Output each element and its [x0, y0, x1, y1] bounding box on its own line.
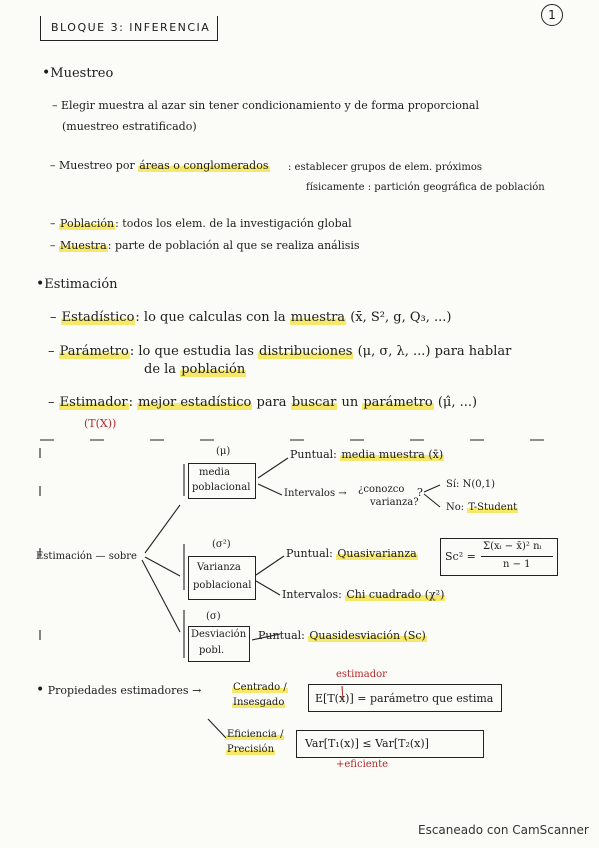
media-no: No: T-Student: [446, 502, 518, 513]
branch-desviacion: [142, 560, 180, 632]
desviacion-symbol: (σ): [206, 611, 221, 622]
centrado-label-2: Insesgado: [233, 697, 285, 708]
varianza-label-2: poblacional: [193, 580, 252, 591]
parametro-definition: – Parámetro: lo que estudia las distribuciones (μ, σ, λ, ...) para hablar: [48, 344, 512, 359]
desviacion-label-2: pobl.: [199, 645, 225, 656]
media-si: Sí: N(0,1): [446, 479, 496, 490]
arrow-eficiencia: [208, 719, 226, 738]
parametro-definition-cont: de la población: [144, 362, 246, 377]
estimador-annotation: estimador: [336, 669, 387, 680]
muestreo-heading: •Muestreo: [42, 65, 114, 81]
estimador-definition: – Estimador: mejor estadístico para buscar un parámetro (μ̂, ...): [48, 395, 478, 410]
page-title: BLOQUE 3: INFERENCIA: [51, 21, 211, 34]
muestreo-item-1-line-1: – Elegir muestra al azar sin tener condicionamiento y de forma proporcional: [52, 99, 479, 112]
centrado-formula: E[T(x)] = parámetro que estima: [315, 692, 494, 705]
eficiencia-formula-box: [296, 730, 484, 758]
page-number: 1: [541, 4, 563, 26]
eficiencia-formula: Var[T₁(x)] ≤ Var[T₂(x)]: [305, 737, 429, 750]
branch-varianza: [145, 557, 180, 576]
branch-var-puntual: [256, 556, 284, 575]
desviacion-label-1: Desviación: [191, 629, 247, 640]
desviacion-puntual: Puntual: Quasidesviación (Sc): [258, 629, 426, 642]
eficiencia-label-2: Precisión: [227, 744, 275, 755]
branch-media: [145, 505, 180, 553]
bullet-icon: •: [36, 682, 45, 698]
estimacion-heading: •Estimación: [36, 276, 118, 292]
varianza-intervalos: Intervalos: Chi cuadrado (χ²): [282, 588, 445, 601]
media-symbol: (μ): [216, 446, 231, 457]
poblacion-definition: – Población: todos los elem. de la investigación global: [50, 217, 352, 230]
branch-media-intervalos: [258, 484, 282, 495]
diagram-root: Estimación — sobre: [36, 551, 137, 562]
branch-si-no: [424, 485, 440, 507]
muestreo-item-2-def-1: : establecer grupos de elem. próximos: [288, 162, 482, 173]
centrado-label-1: Centrado /: [233, 682, 287, 693]
varianza-symbol: (σ²): [212, 539, 231, 550]
muestreo-item-2: – Muestreo por áreas o conglomerados: [50, 159, 269, 172]
centrado-formula-box: [308, 684, 502, 712]
camscanner-watermark: Escaneado con CamScanner: [418, 823, 589, 837]
media-label-1: media: [199, 467, 230, 478]
eficiencia-label-1: Eficiencia /: [227, 729, 284, 740]
quasivarianza-formula: [440, 538, 558, 576]
media-intervalos-q2: varianza?: [370, 497, 419, 508]
varianza-box: [188, 556, 256, 600]
formula-lhs: Sc² =: [445, 550, 476, 563]
media-label-2: poblacional: [192, 482, 251, 493]
media-intervalos-q1: ¿conozco: [358, 484, 405, 495]
formula-fraction-bar: [481, 556, 553, 557]
varianza-label-1: Varianza: [197, 562, 241, 573]
estadistico-definition: – Estadístico: lo que calculas con la muestra (x̄, S², g, Q₃, ...): [50, 310, 452, 325]
bullet-icon: •: [42, 65, 51, 81]
formula-denominator: n − 1: [503, 559, 531, 570]
desviacion-box: [188, 626, 250, 662]
media-puntual: Puntual: media muestra (x̄): [290, 448, 444, 461]
media-intervalos-label: Intervalos →: [284, 488, 347, 499]
bullet-icon: •: [36, 276, 45, 292]
question-mark-icon: ?: [417, 486, 423, 499]
propiedades-heading: • Propiedades estimadores →: [36, 682, 202, 698]
formula-numerator: Σ(xᵢ − x̄)² nᵢ: [483, 541, 542, 552]
varianza-puntual: Puntual: Quasivarianza: [286, 547, 417, 560]
estimador-note: (T(X)): [84, 417, 117, 430]
eficiente-annotation: +eficiente: [336, 759, 389, 770]
branch-var-intervalos: [256, 581, 280, 595]
muestra-definition: – Muestra: parte de población al que se realiza análisis: [50, 239, 360, 252]
muestreo-item-1-line-2: (muestreo estratificado): [62, 120, 197, 133]
muestreo-item-2-def-2: físicamente : partición geográfica de población: [306, 182, 545, 193]
media-box: [188, 463, 256, 499]
branch-media-puntual: [258, 458, 288, 478]
